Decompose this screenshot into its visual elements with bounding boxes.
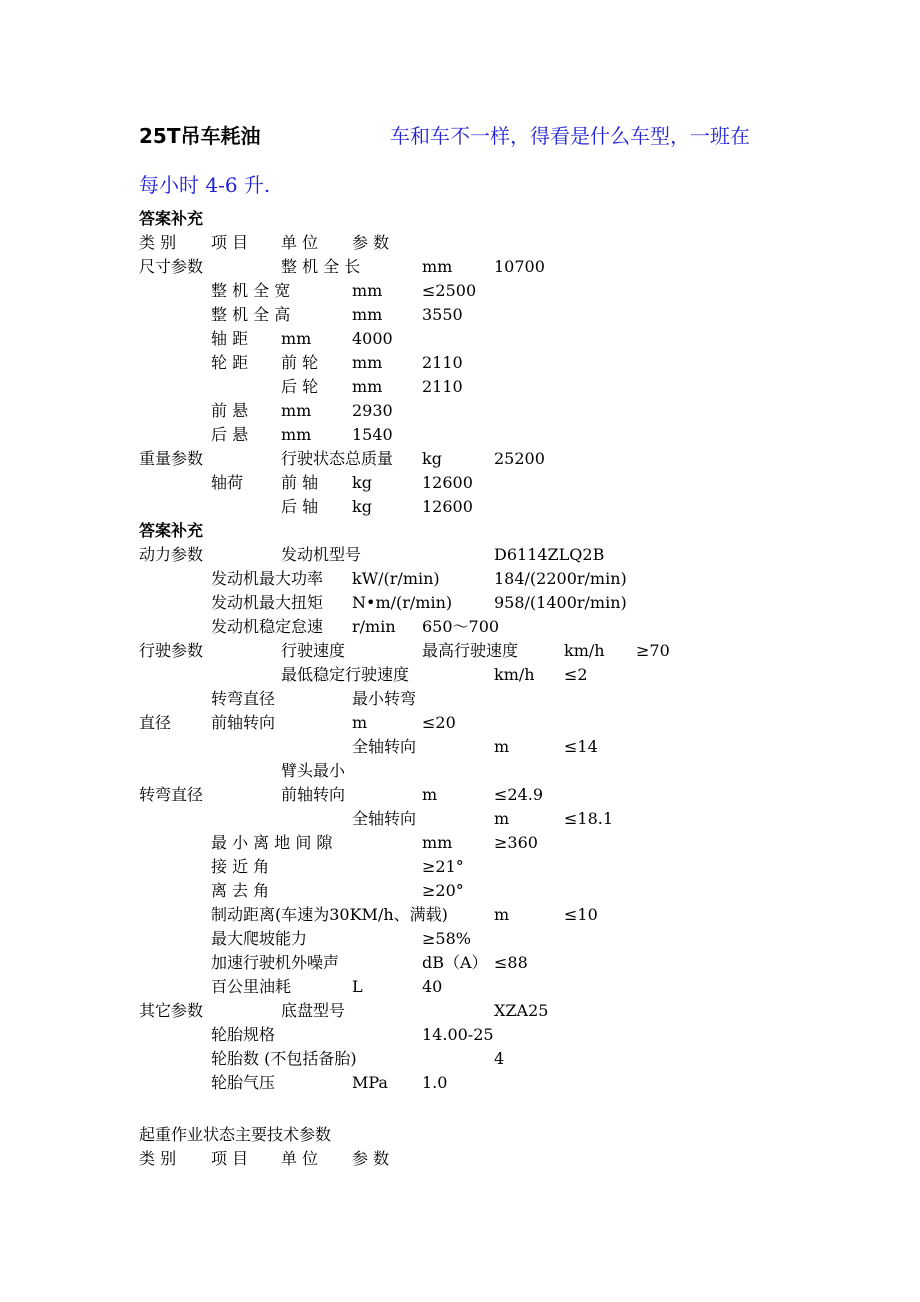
col-header-category: 类 别 (139, 1149, 177, 1168)
table-row (0, 591, 920, 615)
cell-unit: N•m/(r/min) (352, 593, 453, 612)
cell-value: ≥58% (422, 929, 471, 948)
cell-unit: r/min (352, 617, 396, 636)
table-row (0, 447, 920, 471)
cell-subitem: 最小转弯 (352, 689, 417, 708)
cell-subitem: 前轴转向 (281, 785, 346, 804)
cell-unit: km/h (494, 665, 535, 684)
table-row (0, 735, 920, 759)
cell-unit: MPa (352, 1073, 388, 1092)
cell-value: ≤88 (494, 953, 528, 972)
cell-item: 整 机 全 宽 (211, 281, 291, 300)
answer-text-line2: 每小时 4-6 升. (139, 173, 271, 197)
doc-title: 25T吊车耗油 (139, 124, 261, 148)
cell-item: 转弯直径 (211, 689, 276, 708)
table-row (0, 639, 920, 663)
cell-value: 2110 (422, 353, 463, 372)
cell-item: 加速行驶机外噪声 (211, 953, 340, 972)
cell-value: 3550 (422, 305, 463, 324)
table-row (0, 567, 920, 591)
section-heading-answer-supplement (0, 207, 920, 231)
cell-value: 25200 (494, 449, 545, 468)
cell-item: 接 近 角 (211, 857, 270, 876)
cell-unit: m (494, 737, 510, 756)
cell-subitem: 全轴转向 (352, 809, 417, 828)
cell-category: 转弯直径 (139, 785, 204, 804)
table-row (0, 831, 920, 855)
cell-value: 4000 (352, 329, 393, 348)
cell-unit: m (352, 713, 368, 732)
cell-value: ≥20° (422, 881, 464, 900)
cell-category: 直径 (139, 713, 172, 732)
cell-item: 臂头最小 (281, 761, 346, 780)
cell-value: 12600 (422, 473, 473, 492)
cell-item: 离 去 角 (211, 881, 270, 900)
cell-subitem: 前 轮 (281, 353, 319, 372)
table-row (0, 615, 920, 639)
cell-value: 40 (422, 977, 443, 996)
cell-value: XZA25 (494, 1001, 549, 1020)
cell-item: 百公里油耗 (211, 977, 292, 996)
cell-item: 后 悬 (211, 425, 249, 444)
cell-value: 1540 (352, 425, 393, 444)
table-row (0, 687, 920, 711)
cell-value: 12600 (422, 497, 473, 516)
cell-item: 轮 距 (211, 353, 249, 372)
cell-value: 650～700 (422, 617, 500, 636)
table-row (0, 327, 920, 351)
cell-unit: mm (422, 257, 453, 276)
table-row (0, 423, 920, 447)
cell-item: 整 机 全 高 (211, 305, 291, 324)
cell-item: 底盘型号 (281, 1001, 346, 1020)
cell-unit: mm (352, 281, 383, 300)
cell-unit: m (494, 809, 510, 828)
table-row (0, 999, 920, 1023)
table-row (0, 927, 920, 951)
cell-item: 发动机型号 (281, 545, 362, 564)
table-row (0, 975, 920, 999)
cell-value: 958/(1400r/min) (494, 593, 627, 612)
cell-item: 前 悬 (211, 401, 249, 420)
cell-item: 制动距离(车速为30KM/h、满载) (211, 905, 448, 924)
cell-subitem: 前 轴 (281, 473, 319, 492)
table-row (0, 1047, 920, 1071)
section-heading-answer-supplement (0, 519, 920, 543)
cell-unit: m (494, 905, 510, 924)
cell-value: D6114ZLQ2B (494, 545, 605, 564)
table-row (0, 255, 920, 279)
col-header-unit: 单 位 (281, 233, 319, 252)
cell-value: 2110 (422, 377, 463, 396)
table-row (0, 807, 920, 831)
table-row (0, 1023, 920, 1047)
cell-subitem: 最高行驶速度 (422, 641, 519, 660)
cell-unit: mm (281, 329, 312, 348)
cell-unit: L (352, 977, 363, 996)
cell-unit: mm (352, 353, 383, 372)
col-header-value: 参 数 (352, 1149, 390, 1168)
table-row (0, 903, 920, 927)
cell-item: 行驶状态总质量 (281, 449, 394, 468)
cell-category: 重量参数 (139, 449, 204, 468)
table-header-row (0, 1147, 920, 1171)
table-row (0, 543, 920, 567)
table-row (0, 495, 920, 519)
cell-unit: mm (352, 377, 383, 396)
cell-value: ≤2500 (422, 281, 477, 300)
cell-value: ≥360 (494, 833, 538, 852)
col-header-value: 参 数 (352, 233, 390, 252)
cell-item: 前轴转向 (211, 713, 276, 732)
cell-value: ≤24.9 (494, 785, 544, 804)
cell-item: 最 小 离 地 间 隙 (211, 833, 333, 852)
table-row (0, 783, 920, 807)
cell-item: 行驶速度 (281, 641, 346, 660)
table-header-row (0, 231, 920, 255)
cell-category: 行驶参数 (139, 641, 204, 660)
cell-value: ≤20 (422, 713, 456, 732)
answer-text-line1: 车和车不一样，得看是什么车型，一班在 (390, 124, 750, 148)
section-heading: 答案补充 (139, 521, 204, 540)
cell-value: ≤2 (564, 665, 588, 684)
cell-unit: kW/(r/min) (352, 569, 440, 588)
cell-value: ≤18.1 (564, 809, 614, 828)
section-heading-lifting-params (0, 1123, 920, 1147)
cell-unit: mm (352, 305, 383, 324)
table-row (0, 1071, 920, 1095)
cell-category: 尺寸参数 (139, 257, 204, 276)
cell-unit: mm (422, 833, 453, 852)
table-row (0, 375, 920, 399)
cell-value: ≤10 (564, 905, 598, 924)
table-row (0, 471, 920, 495)
cell-unit: dB（A） (422, 953, 488, 972)
cell-item: 轮胎数 (不包括备胎) (211, 1049, 357, 1068)
cell-subitem: 全轴转向 (352, 737, 417, 756)
cell-unit: km/h (564, 641, 605, 660)
table-row (0, 879, 920, 903)
cell-value: 1.0 (422, 1073, 448, 1092)
cell-item: 整 机 全 长 (281, 257, 361, 276)
cell-unit: m (422, 785, 438, 804)
cell-item: 最大爬坡能力 (211, 929, 308, 948)
cell-item: 发动机稳定怠速 (211, 617, 324, 636)
col-header-item: 项 目 (211, 233, 249, 252)
cell-category: 动力参数 (139, 545, 204, 564)
cell-subitem: 后 轮 (281, 377, 319, 396)
section-heading: 答案补充 (139, 209, 204, 228)
cell-value: ≤14 (564, 737, 598, 756)
cell-value: 14.00-25 (422, 1025, 494, 1044)
cell-item: 轴 距 (211, 329, 249, 348)
cell-subitem: 后 轴 (281, 497, 319, 516)
table-row (0, 303, 920, 327)
cell-unit: kg (422, 449, 442, 468)
cell-item: 轴荷 (211, 473, 244, 492)
cell-item: 发动机最大扭矩 (211, 593, 324, 612)
cell-subitem: 最低稳定行驶速度 (281, 665, 410, 684)
cell-value: 4 (494, 1049, 505, 1068)
cell-value: 10700 (494, 257, 545, 276)
table-row (0, 399, 920, 423)
col-header-category: 类 别 (139, 233, 177, 252)
cell-value: 184/(2200r/min) (494, 569, 627, 588)
cell-value: ≥21° (422, 857, 464, 876)
cell-value: ≥70 (636, 641, 670, 660)
table-row (0, 951, 920, 975)
cell-unit: kg (352, 473, 372, 492)
cell-unit: mm (281, 425, 312, 444)
col-header-unit: 单 位 (281, 1149, 319, 1168)
cell-item: 轮胎规格 (211, 1025, 276, 1044)
cell-item: 发动机最大功率 (211, 569, 324, 588)
table-row (0, 855, 920, 879)
cell-item: 轮胎气压 (211, 1073, 276, 1092)
cell-unit: kg (352, 497, 372, 516)
table-row (0, 711, 920, 735)
table-row (0, 759, 920, 783)
cell-unit: mm (281, 401, 312, 420)
table-row (0, 663, 920, 687)
cell-category: 其它参数 (139, 1001, 204, 1020)
cell-value: 2930 (352, 401, 393, 420)
col-header-item: 项 目 (211, 1149, 249, 1168)
table-row (0, 351, 920, 375)
table-row (0, 279, 920, 303)
section-heading: 起重作业状态主要技术参数 (139, 1125, 332, 1144)
